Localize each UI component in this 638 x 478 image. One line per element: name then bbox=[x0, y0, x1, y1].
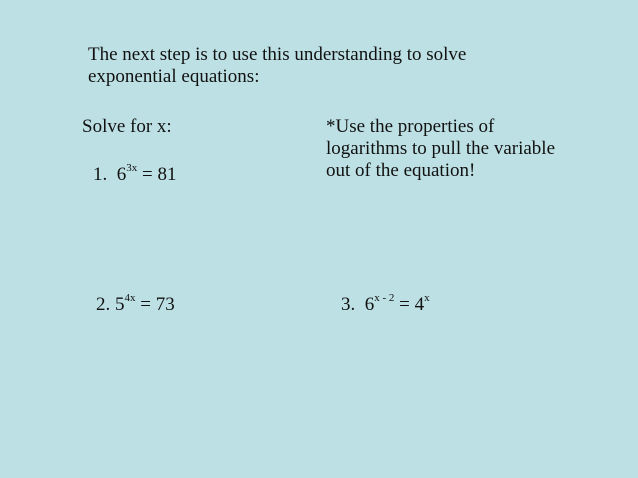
equation-base: 5 bbox=[115, 294, 125, 315]
problem-3 bbox=[341, 291, 430, 316]
problem-number: 3. bbox=[341, 294, 356, 315]
equation-rhs: = 4 bbox=[399, 294, 425, 315]
equation-rhs-exponent: x bbox=[424, 291, 430, 304]
equation-rhs: = 81 bbox=[142, 164, 177, 185]
intro-line-2: exponential equations: bbox=[88, 66, 260, 87]
hint-text bbox=[326, 116, 555, 182]
equation-exponent: x - 2 bbox=[374, 291, 395, 304]
problem-number: 1. bbox=[93, 164, 108, 185]
hint-line-1: *Use the properties of bbox=[326, 116, 495, 137]
solve-for-label: Solve for x: bbox=[82, 116, 172, 137]
equation-exponent: 3x bbox=[126, 161, 138, 174]
equation-base: 6 bbox=[364, 294, 375, 315]
problem-2 bbox=[96, 291, 175, 316]
problem-1 bbox=[93, 161, 177, 186]
hint-line-2: logarithms to pull the variable bbox=[326, 138, 556, 159]
intro-text bbox=[88, 44, 466, 88]
intro-line-1: The next step is to use this understanding to solve bbox=[88, 44, 467, 65]
hint-line-3: out of the equation! bbox=[326, 160, 476, 181]
equation-base: 6 bbox=[116, 164, 127, 185]
equation-exponent: 4x bbox=[124, 291, 136, 304]
problem-number: 2. bbox=[96, 294, 111, 315]
equation-rhs: = 73 bbox=[140, 294, 175, 315]
